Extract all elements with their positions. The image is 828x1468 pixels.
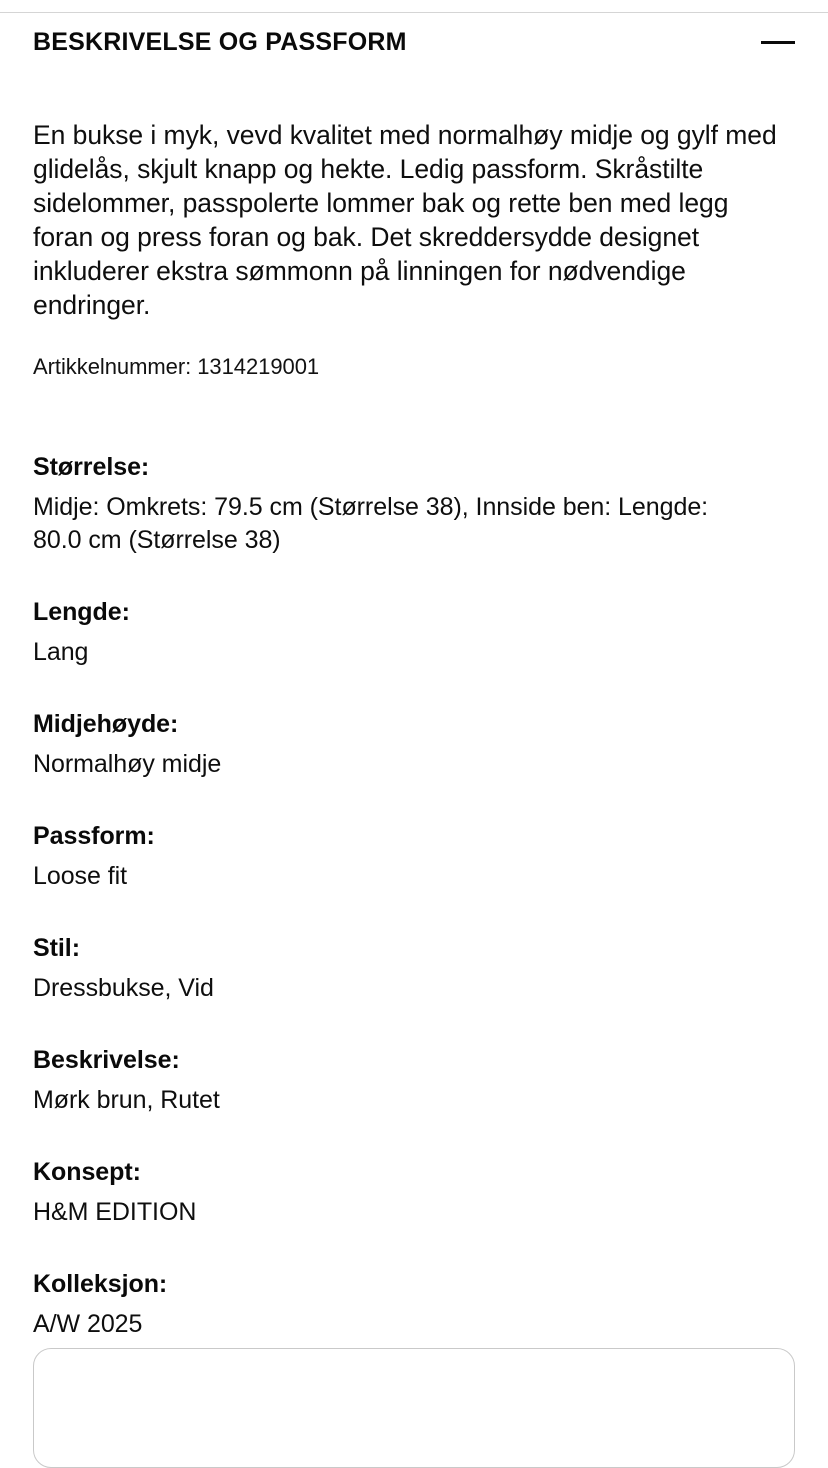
attribute-label: Midjehøyde: — [33, 710, 179, 738]
attribute-label: Stil: — [33, 934, 80, 962]
attribute-label: Passform: — [33, 822, 155, 850]
attribute-group-passform — [33, 820, 795, 893]
attribute-value: Normalhøy midje — [33, 750, 222, 778]
article-number: Artikkelnummer: 1314219001 — [33, 354, 320, 379]
attribute-list — [33, 451, 795, 1341]
attribute-value: Dressbukse, Vid — [33, 974, 214, 1002]
page-title: BESKRIVELSE OG PASSFORM — [33, 27, 407, 56]
attribute-group-konsept — [33, 1156, 795, 1229]
minus-icon[interactable] — [761, 32, 795, 52]
attribute-group-stil — [33, 932, 795, 1005]
attribute-label: Beskrivelse: — [33, 1046, 180, 1074]
attribute-label: Konsept: — [33, 1158, 141, 1186]
attribute-value: A/W 2025 — [33, 1310, 143, 1338]
product-description-text: En bukse i myk, vevd kvalitet med normalhøy midje og gylf med glidelås, skjult knapp og hekte. Ledig passform. Skråstilte sidelommer, passpolerte lommer bak og rette ben med legg foran og press foran og bak. Det skreddersydde designet inkluderer ekstra sømmonn på linningen for nødvendige endringer. — [33, 120, 777, 320]
attribute-label: Lengde: — [33, 598, 130, 626]
attribute-value: Lang — [33, 638, 89, 666]
attribute-value: Loose fit — [33, 862, 128, 890]
attribute-value: Midje: Omkrets: 79.5 cm (Størrelse 38), Innside ben: Lengde: 80.0 cm (Størrelse 38) — [33, 493, 709, 554]
attribute-group-kolleksjon — [33, 1268, 795, 1341]
accordion-header-beskrivelse-og-passform[interactable] — [0, 13, 828, 71]
attribute-group-midjehoyde — [33, 708, 795, 781]
next-section-card[interactable] — [33, 1348, 795, 1468]
attribute-group-storrelse — [33, 451, 795, 557]
attribute-value: Mørk brun, Rutet — [33, 1086, 220, 1114]
attribute-group-beskrivelse — [33, 1044, 795, 1117]
attribute-value: H&M EDITION — [33, 1198, 197, 1226]
attribute-label: Kolleksjon: — [33, 1270, 168, 1298]
attribute-group-lengde — [33, 596, 795, 669]
accordion-content — [33, 118, 795, 1341]
attribute-label: Størrelse: — [33, 453, 150, 481]
